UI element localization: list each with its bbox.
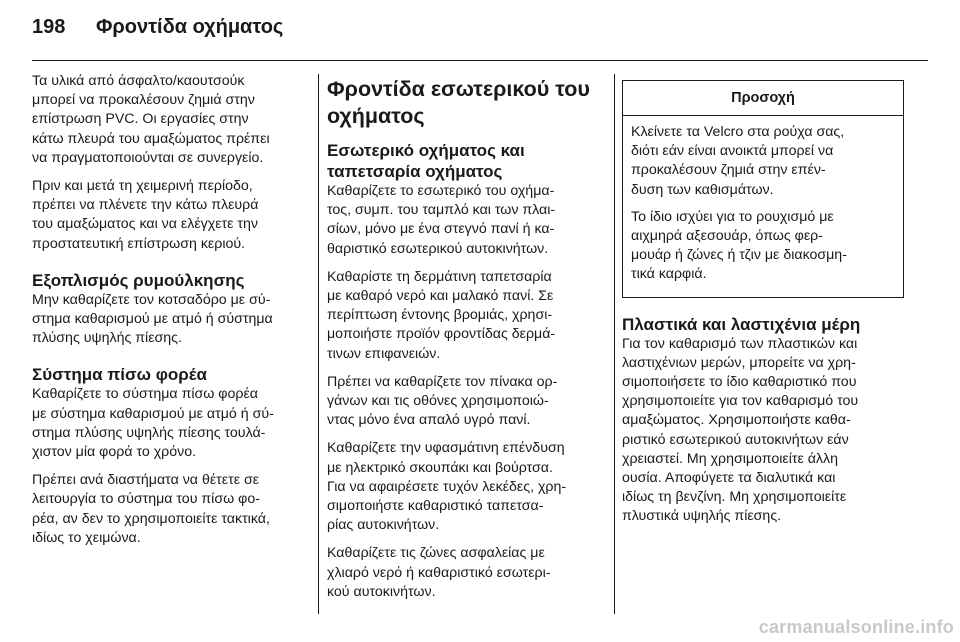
section-heading-plastic: Πλαστικά και λαστιχένια μέρη xyxy=(622,314,861,334)
column-left xyxy=(32,72,304,557)
paragraph: Καθαρίζετε το σύστημα πίσω φορέα με σύστημα καθαρισμού με ατμό ή σύ- στημα πλύσης υψηλής πίεσης τουλά- χιστον μία φορά το χρόνο. xyxy=(32,386,274,461)
paragraph: Καθαρίζετε τις ζώνες ασφαλείας με χλιαρό νερό ή καθαριστικό εσωτερι- κού αυτοκινήτων. xyxy=(327,545,551,600)
paragraph: Καθαρίζετε την υφασμάτινη επένδυση με ηλεκτρικό σκουπάκι και βούρτσα. Για να αφαιρέσετε τυχόν λεκέδες, χρη- σιμοποιήστε καθαριστικό ταπετσα- ρίας αυτοκινήτων. xyxy=(327,440,567,534)
header-rule xyxy=(32,60,928,61)
section-heading-towing: Εξοπλισμός ρυμούλκησης xyxy=(32,270,245,290)
caution-title: Προσοχή xyxy=(623,81,903,116)
section-heading-rear-carrier: Σύστημα πίσω φορέα xyxy=(32,365,207,385)
watermark: carmanualsonline.info xyxy=(758,617,954,637)
column-divider xyxy=(614,74,615,614)
paragraph: Κλείνετε τα Velcro στα ρούχα σας, διότι εάν είναι ανοικτά μπορεί να προκαλέσουν ζημιά στην επέν- δυση των καθισμάτων. xyxy=(631,124,845,198)
page-header xyxy=(32,12,283,42)
paragraph: Πρέπει ανά διαστήματα να θέτετε σε λειτουργία το σύστημα του πίσω φο- ρέα, αν δεν το χρησιμοποιείτε τακτικά, ιδίως το χειμώνα. xyxy=(32,472,270,546)
paragraph: Πριν και μετά τη χειμερινή περίοδο, πρέπει να πλένετε την κάτω πλευρά του αμαξώματος και να ελέγχετε την προστατευτική επίστρωση κεριού. xyxy=(32,178,259,252)
paragraph: Τα υλικά από άσφαλτο/καουτσούκ μπορεί να προκαλέσουν ζημιά στην επίστρωση PVC. Οι εργασίες στην κάτω πλευρά του αμαξώματος πρέπει να πραγματοποιούνται σε συνεργείο. xyxy=(32,73,270,166)
caution-box xyxy=(622,80,904,298)
column-divider xyxy=(318,74,319,614)
paragraph: Το ίδιο ισχύει για το ρουχισμό με αιχμηρά αξεσουάρ, όπως φερ- μουάρ ή ζώνες ή τζιν με διακοσμη- τικά καρφιά. xyxy=(631,208,847,283)
paragraph: Καθαρίζετε το εσωτερικό του οχήμα- τος, συμπ. του ταμπλό και των πλαι- σίων, μόνο με ένα στεγνό πανί ή κα- θαριστικό εσωτερικού αυτοκινήτων. xyxy=(327,183,556,257)
chapter-heading-interior: Φροντίδα εσωτερικού του οχήματος xyxy=(327,77,590,128)
section-heading-upholstery: Εσωτερικό οχήματος και ταπετσαρία οχήματος xyxy=(327,141,525,181)
paragraph: Πρέπει να καθαρίζετε τον πίνακα ορ- γάνων και τις οθόνες χρησιμοποιώ- ντας μόνο ένα απαλό υγρό πανί. xyxy=(327,373,558,429)
paragraph: Καθαρίστε τη δερμάτινη ταπετσαρία με καθαρό νερό και μαλακό πανί. Σε περίπτωση έντονης βρομιάς, χρησι- μοποιήστε προϊόν φροντίδας δερμά- τινων επιφανειών. xyxy=(327,268,556,362)
paragraph: Για τον καθαρισμό των πλαστικών και λαστιχένιων μερών, μπορείτε να χρη- σιμοποιήσετε το ίδιο καθαριστικό που χρησιμοποιείτε για τον καθαρισμό του αμαξώματος. Χρησιμοποιήστε καθα- ριστικό εσωτερικού αυτοκινήτων εάν χρειαστεί. Μη χρησιμοποιείτε άλλη ουσία. Αποφύγετε τα διαλυτικά και ιδίως τη βενζίνη. Μη χρησιμοποιείτε πλυστικά υψηλής πίεσης. xyxy=(622,335,859,525)
column-right xyxy=(622,80,904,536)
page-number: 198 xyxy=(32,15,66,38)
column-middle xyxy=(327,76,607,611)
caution-body xyxy=(623,116,903,297)
paragraph: Μην καθαρίζετε τον κοτσαδόρο με σύ- στημα καθαρισμού με ατμό ή σύστημα πλύσης υψηλής πίεσης. xyxy=(32,291,273,347)
page-title: Φροντίδα οχήματος xyxy=(96,15,284,38)
